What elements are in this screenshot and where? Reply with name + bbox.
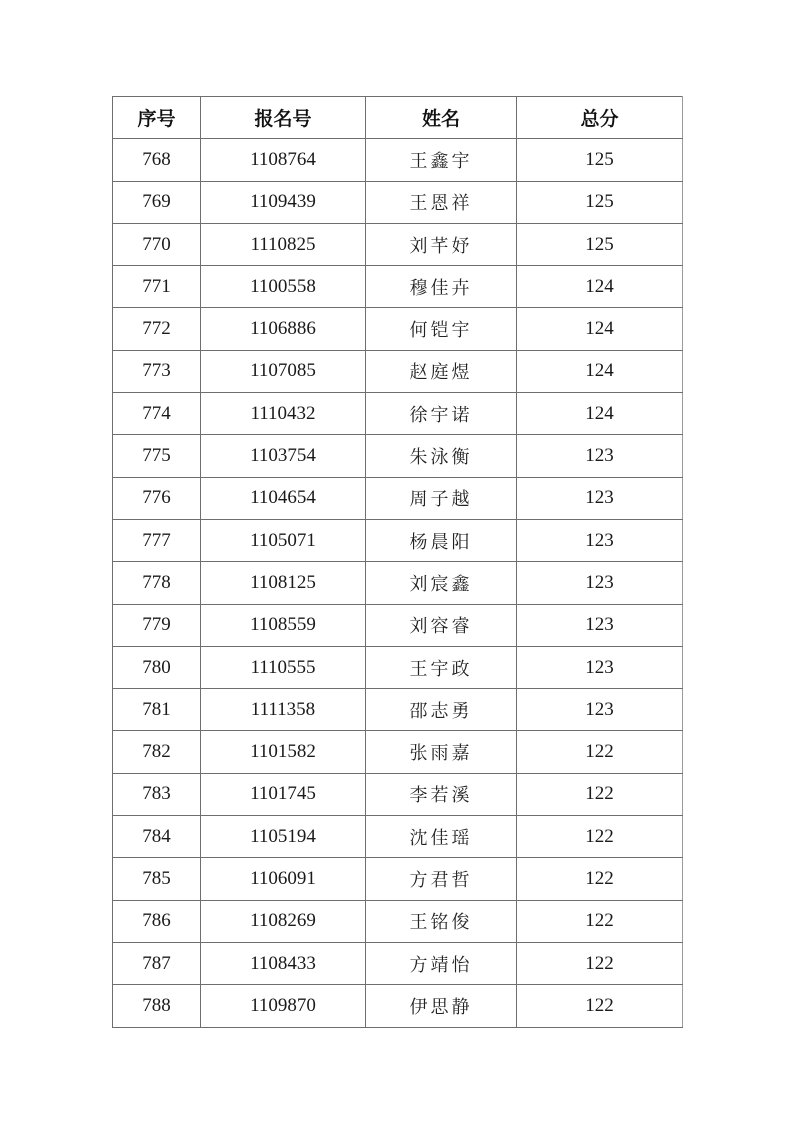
cell-total: 124: [517, 393, 683, 435]
cell-name: 伊思静: [366, 985, 517, 1027]
cell-index: 774: [113, 393, 201, 435]
cell-name: 王宇政: [366, 646, 517, 688]
cell-total: 122: [517, 858, 683, 900]
table-row: [113, 942, 683, 984]
cell-name: 徐宇诺: [366, 393, 517, 435]
cell-index: 772: [113, 308, 201, 350]
cell-reg-no: 1108125: [201, 562, 366, 604]
cell-index: 780: [113, 646, 201, 688]
cell-total: 125: [517, 223, 683, 265]
cell-name: 王鑫宇: [366, 139, 517, 181]
cell-reg-no: 1105071: [201, 519, 366, 561]
table-body: [113, 139, 683, 1027]
cell-reg-no: 1107085: [201, 350, 366, 392]
cell-reg-no: 1100558: [201, 266, 366, 308]
cell-name: 沈佳瑶: [366, 816, 517, 858]
table-row: [113, 308, 683, 350]
cell-total: 124: [517, 308, 683, 350]
cell-index: 771: [113, 266, 201, 308]
cell-total: 123: [517, 477, 683, 519]
cell-total: 122: [517, 731, 683, 773]
table-row: [113, 266, 683, 308]
table-row: [113, 435, 683, 477]
cell-name: 穆佳卉: [366, 266, 517, 308]
cell-index: 787: [113, 942, 201, 984]
header-name: 姓名: [366, 97, 517, 139]
cell-name: 方君哲: [366, 858, 517, 900]
table-row: [113, 689, 683, 731]
cell-name: 王恩祥: [366, 181, 517, 223]
cell-total: 125: [517, 181, 683, 223]
cell-name: 刘宸鑫: [366, 562, 517, 604]
cell-reg-no: 1110555: [201, 646, 366, 688]
cell-reg-no: 1110432: [201, 393, 366, 435]
table-row: [113, 350, 683, 392]
cell-index: 788: [113, 985, 201, 1027]
cell-total: 125: [517, 139, 683, 181]
cell-total: 122: [517, 942, 683, 984]
table-row: [113, 731, 683, 773]
table-row: [113, 181, 683, 223]
cell-index: 778: [113, 562, 201, 604]
cell-total: 123: [517, 562, 683, 604]
cell-name: 方靖怡: [366, 942, 517, 984]
cell-index: 769: [113, 181, 201, 223]
header-reg-no: 报名号: [201, 97, 366, 139]
cell-reg-no: 1108764: [201, 139, 366, 181]
cell-index: 783: [113, 773, 201, 815]
cell-index: 786: [113, 900, 201, 942]
cell-total: 123: [517, 604, 683, 646]
cell-index: 781: [113, 689, 201, 731]
header-row: [113, 97, 683, 139]
cell-index: 785: [113, 858, 201, 900]
cell-reg-no: 1108433: [201, 942, 366, 984]
table-row: [113, 519, 683, 561]
cell-name: 刘容睿: [366, 604, 517, 646]
cell-total: 124: [517, 350, 683, 392]
cell-total: 124: [517, 266, 683, 308]
score-table: [112, 96, 683, 1028]
table-row: [113, 139, 683, 181]
table-row: [113, 816, 683, 858]
table-row: [113, 773, 683, 815]
cell-total: 123: [517, 519, 683, 561]
cell-name: 周子越: [366, 477, 517, 519]
cell-reg-no: 1101745: [201, 773, 366, 815]
cell-name: 杨晨阳: [366, 519, 517, 561]
cell-index: 776: [113, 477, 201, 519]
cell-total: 122: [517, 773, 683, 815]
cell-name: 何铠宇: [366, 308, 517, 350]
cell-total: 122: [517, 816, 683, 858]
cell-index: 768: [113, 139, 201, 181]
table-header: [113, 97, 683, 139]
cell-reg-no: 1106091: [201, 858, 366, 900]
cell-total: 122: [517, 900, 683, 942]
cell-index: 782: [113, 731, 201, 773]
cell-name: 赵庭煜: [366, 350, 517, 392]
cell-reg-no: 1106886: [201, 308, 366, 350]
cell-name: 王铭俊: [366, 900, 517, 942]
cell-index: 775: [113, 435, 201, 477]
cell-name: 邵志勇: [366, 689, 517, 731]
cell-index: 777: [113, 519, 201, 561]
cell-reg-no: 1101582: [201, 731, 366, 773]
cell-reg-no: 1103754: [201, 435, 366, 477]
table-row: [113, 985, 683, 1027]
cell-index: 779: [113, 604, 201, 646]
cell-index: 773: [113, 350, 201, 392]
table-row: [113, 477, 683, 519]
cell-reg-no: 1105194: [201, 816, 366, 858]
cell-total: 122: [517, 985, 683, 1027]
cell-total: 123: [517, 646, 683, 688]
cell-reg-no: 1110825: [201, 223, 366, 265]
cell-reg-no: 1109870: [201, 985, 366, 1027]
cell-name: 朱泳衡: [366, 435, 517, 477]
cell-reg-no: 1111358: [201, 689, 366, 731]
table-row: [113, 562, 683, 604]
table-row: [113, 223, 683, 265]
cell-index: 784: [113, 816, 201, 858]
table-row: [113, 858, 683, 900]
cell-reg-no: 1108559: [201, 604, 366, 646]
cell-name: 张雨嘉: [366, 731, 517, 773]
cell-name: 李若溪: [366, 773, 517, 815]
header-total: 总分: [517, 97, 683, 139]
cell-reg-no: 1109439: [201, 181, 366, 223]
cell-index: 770: [113, 223, 201, 265]
table-row: [113, 646, 683, 688]
cell-total: 123: [517, 689, 683, 731]
cell-total: 123: [517, 435, 683, 477]
cell-reg-no: 1104654: [201, 477, 366, 519]
table-row: [113, 900, 683, 942]
header-index: 序号: [113, 97, 201, 139]
cell-reg-no: 1108269: [201, 900, 366, 942]
cell-name: 刘芊妤: [366, 223, 517, 265]
table-row: [113, 393, 683, 435]
table-row: [113, 604, 683, 646]
